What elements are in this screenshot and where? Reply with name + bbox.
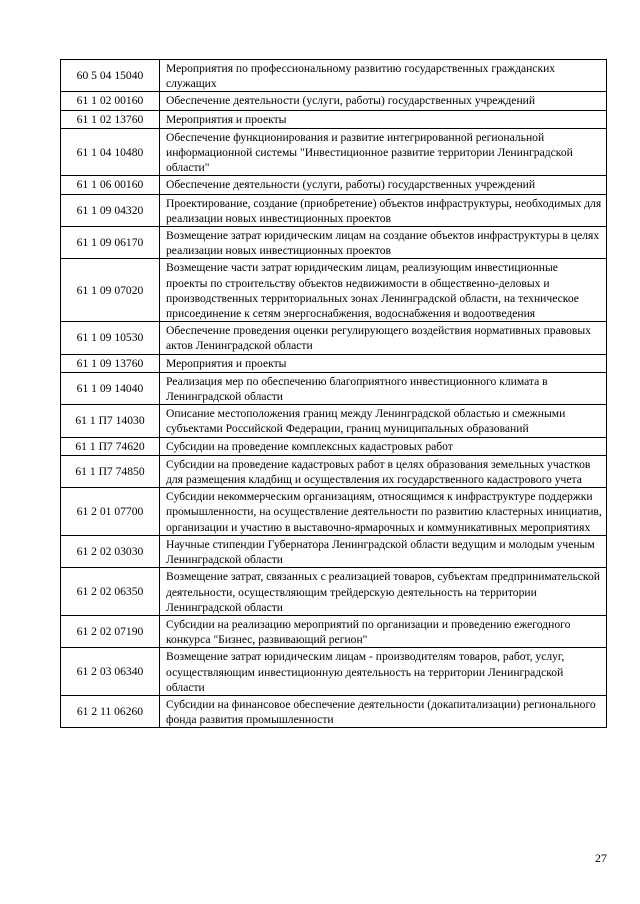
description-cell: Мероприятия по профессиональному развитию государственных гражданских служащих — [160, 60, 607, 92]
budget-code-cell: 61 1 П7 74620 — [61, 437, 160, 455]
table-row — [61, 176, 607, 194]
description-cell: Возмещение части затрат юридическим лицам, реализующим инвестиционные проекты по строительству объектов недвижимости в общественно-деловых и производственных территориальных зонах Ленинградской области, на техническое присоединение к сетям энергоснабжения, водоснабжения и водоотведения — [160, 259, 607, 322]
description-cell: Возмещение затрат юридическим лицам на создание объектов инфраструктуры в целях реализации новых инвестиционных проектов — [160, 227, 607, 259]
description-cell: Субсидии на реализацию мероприятий по организации и проведению ежегодного конкурса "Бизнес, развивающий регион" — [160, 615, 607, 647]
table-row — [61, 194, 607, 226]
table-row — [61, 60, 607, 92]
budget-code-cell: 61 2 02 07190 — [61, 615, 160, 647]
table-row — [61, 259, 607, 322]
description-cell: Субсидии некоммерческим организациям, относящимся к инфраструктуре поддержки промышленности, на осуществление деятельности по развитию кластерных инициатив, организации и участию в выставочно-ярмарочных и коммуникативных мероприятиях — [160, 488, 607, 536]
description-cell: Обеспечение функционирования и развитие интегрированной региональной информационной системы "Инвестиционное развитие территории Ленинградской области" — [160, 128, 607, 176]
budget-code-cell: 61 2 02 03030 — [61, 535, 160, 567]
budget-codes-table — [60, 59, 607, 728]
budget-code-cell: 61 1 04 10480 — [61, 128, 160, 176]
budget-code-cell: 61 1 09 13760 — [61, 354, 160, 372]
table-row — [61, 455, 607, 487]
budget-code-cell: 61 1 06 00160 — [61, 176, 160, 194]
description-cell: Обеспечение деятельности (услуги, работы) государственных учреждений — [160, 92, 607, 110]
budget-code-cell: 61 1 П7 14030 — [61, 405, 160, 437]
table-row — [61, 92, 607, 110]
table-row — [61, 615, 607, 647]
description-cell: Возмещение затрат юридическим лицам - производителям товаров, работ, услуг, осуществляющим инвестиционную деятельность на территории Ленинградской области — [160, 648, 607, 696]
description-cell: Субсидии на финансовое обеспечение деятельности (докапитализации) регионального фонда развития промышленности — [160, 695, 607, 727]
table-row — [61, 110, 607, 128]
budget-code-cell: 61 1 02 13760 — [61, 110, 160, 128]
page-number: 27 — [595, 851, 607, 865]
budget-code-cell: 61 1 09 04320 — [61, 194, 160, 226]
description-cell: Обеспечение деятельности (услуги, работы) государственных учреждений — [160, 176, 607, 194]
budget-code-cell: 61 1 09 10530 — [61, 322, 160, 354]
description-cell: Описание местоположения границ между Ленинградской областью и смежными субъектами Российской Федерации, границ муниципальных образований — [160, 405, 607, 437]
table-row — [61, 535, 607, 567]
description-cell: Проектирование, создание (приобретение) объектов инфраструктуры, необходимых для реализации новых инвестиционных проектов — [160, 194, 607, 226]
budget-code-cell: 60 5 04 15040 — [61, 60, 160, 92]
table-row — [61, 372, 607, 404]
description-cell: Субсидии на проведение кадастровых работ в целях образования земельных участков для размещения кладбищ и осуществления их государственного кадастрового учета — [160, 455, 607, 487]
table-row — [61, 322, 607, 354]
table-row — [61, 568, 607, 616]
description-cell: Субсидии на проведение комплексных кадастровых работ — [160, 437, 607, 455]
table-row — [61, 227, 607, 259]
table-row — [61, 437, 607, 455]
budget-code-cell: 61 2 02 06350 — [61, 568, 160, 616]
budget-code-cell: 61 2 11 06260 — [61, 695, 160, 727]
budget-code-cell: 61 2 03 06340 — [61, 648, 160, 696]
description-cell: Реализация мер по обеспечению благоприятного инвестиционного климата в Ленинградской области — [160, 372, 607, 404]
table-row — [61, 405, 607, 437]
table-body — [61, 60, 607, 728]
description-cell: Возмещение затрат, связанных с реализацией товаров, субъектам предпринимательской деятельности, осуществляющим трейдерскую деятельность на территории Ленинградской области — [160, 568, 607, 616]
budget-code-cell: 61 1 П7 74850 — [61, 455, 160, 487]
description-cell: Мероприятия и проекты — [160, 354, 607, 372]
budget-code-cell: 61 1 09 06170 — [61, 227, 160, 259]
budget-code-cell: 61 1 09 14040 — [61, 372, 160, 404]
description-cell: Мероприятия и проекты — [160, 110, 607, 128]
table-row — [61, 488, 607, 536]
budget-code-cell: 61 1 09 07020 — [61, 259, 160, 322]
budget-code-cell: 61 2 01 07700 — [61, 488, 160, 536]
table-row — [61, 128, 607, 176]
description-cell: Научные стипендии Губернатора Ленинградской области ведущим и молодым ученым Ленинградской области — [160, 535, 607, 567]
budget-code-cell: 61 1 02 00160 — [61, 92, 160, 110]
description-cell: Обеспечение проведения оценки регулирующего воздействия нормативных правовых актов Ленинградской области — [160, 322, 607, 354]
table-row — [61, 695, 607, 727]
table-row — [61, 354, 607, 372]
table-row — [61, 648, 607, 696]
